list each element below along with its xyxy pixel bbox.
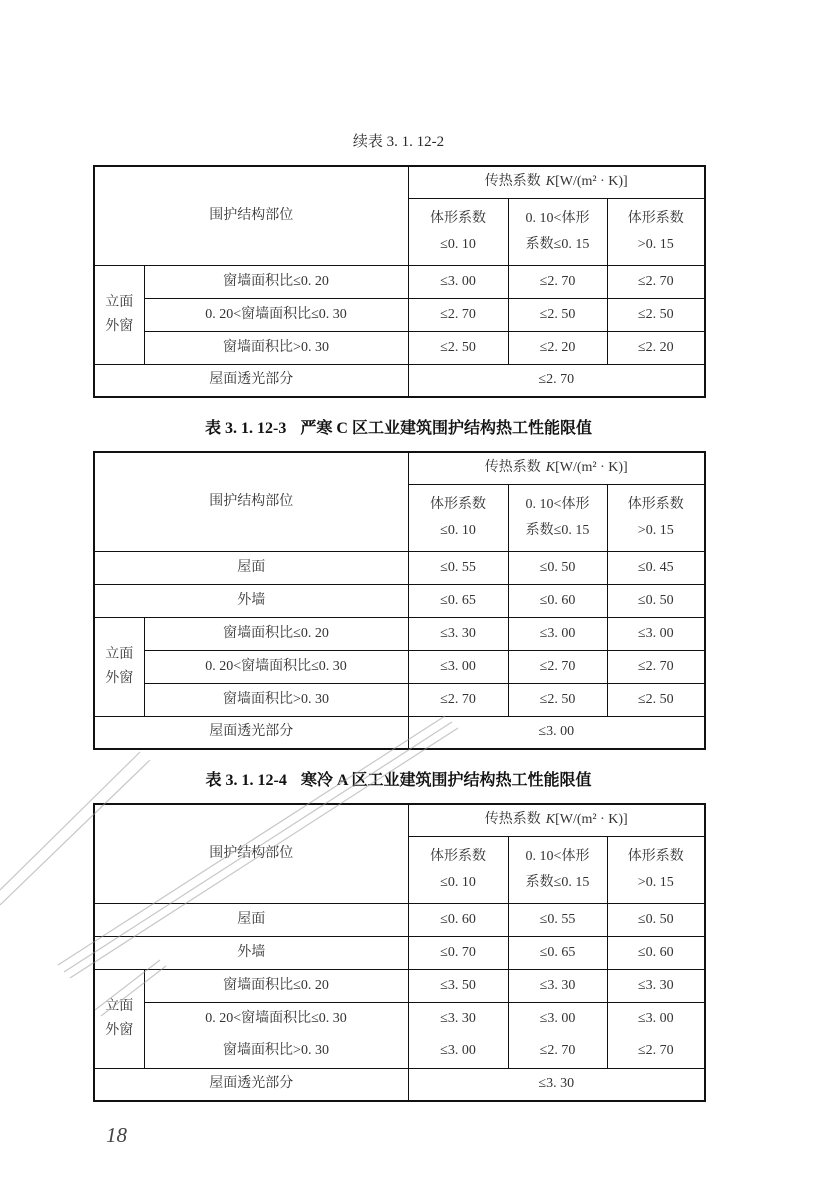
header-shape-coefficient-cell bbox=[408, 198, 508, 265]
window-group-line: 外窗 bbox=[105, 670, 134, 686]
table-row bbox=[94, 617, 705, 650]
value-cell: ≤2. 70 bbox=[607, 650, 705, 683]
header-shape-coefficient-cell bbox=[607, 198, 705, 265]
window-ratio-label: 窗墙面积比>0. 30 bbox=[144, 1035, 408, 1068]
value-cell: ≤2. 70 bbox=[607, 265, 705, 298]
value-cell: ≤2. 70 bbox=[607, 1035, 705, 1068]
table-row bbox=[94, 683, 705, 716]
page-number: 18 bbox=[106, 1123, 127, 1147]
header-line: 0. 10<体形 bbox=[525, 848, 590, 864]
value-cell: ≤0. 50 bbox=[607, 903, 705, 936]
value-cell: ≤3. 30 bbox=[408, 1002, 508, 1035]
window-ratio-label: 窗墙面积比≤0. 20 bbox=[144, 265, 408, 298]
window-group-label bbox=[94, 969, 144, 1068]
header-row-1 bbox=[94, 166, 705, 198]
value-cell: ≤0. 50 bbox=[508, 551, 607, 584]
header-row-1 bbox=[94, 452, 705, 484]
thermal-performance-table-severe-cold-c bbox=[93, 451, 706, 750]
k-symbol: K bbox=[545, 812, 556, 828]
header-line: ≤0. 10 bbox=[440, 874, 476, 890]
value-cell: ≤3. 00 bbox=[408, 265, 508, 298]
value-cell: ≤0. 65 bbox=[508, 936, 607, 969]
header-line: 系数≤0. 15 bbox=[525, 236, 590, 252]
value-cell: ≤3. 00 bbox=[607, 617, 705, 650]
table-row bbox=[94, 716, 705, 749]
header-line: 系数≤0. 15 bbox=[525, 874, 590, 890]
table-row bbox=[94, 551, 705, 584]
header-row-1 bbox=[94, 804, 705, 836]
row-label: 屋面 bbox=[94, 903, 408, 936]
header-shape-coefficient-cell bbox=[408, 836, 508, 903]
header-part-cell: 围护结构部位 bbox=[94, 804, 408, 903]
table-number: 表 3. 1. 12-3 bbox=[205, 420, 287, 437]
value-cell: ≤3. 30 bbox=[607, 969, 705, 1002]
header-line: >0. 15 bbox=[637, 874, 674, 890]
k-label: 传热系数 bbox=[484, 174, 541, 190]
table-row bbox=[94, 331, 705, 364]
value-cell: ≤2. 70 bbox=[508, 1035, 607, 1068]
value-cell: ≤2. 50 bbox=[607, 683, 705, 716]
table-caption bbox=[93, 771, 704, 791]
skylight-value: ≤3. 30 bbox=[408, 1068, 705, 1101]
table-row bbox=[94, 364, 705, 397]
window-group-line: 立面 bbox=[105, 998, 134, 1014]
table-title: 寒冷 A 区工业建筑围护结构热工性能限值 bbox=[300, 772, 592, 789]
window-ratio-label: 窗墙面积比≤0. 20 bbox=[144, 969, 408, 1002]
table-row bbox=[94, 265, 705, 298]
row-label: 屋面 bbox=[94, 551, 408, 584]
header-shape-coefficient-cell bbox=[508, 198, 607, 265]
k-unit: [W/(m² · K)] bbox=[555, 812, 628, 828]
header-line: >0. 15 bbox=[637, 522, 674, 538]
value-cell: ≤0. 65 bbox=[408, 584, 508, 617]
header-line: 体形系数 bbox=[627, 496, 684, 512]
value-cell: ≤2. 70 bbox=[508, 265, 607, 298]
value-cell: ≤0. 55 bbox=[408, 551, 508, 584]
k-symbol: K bbox=[545, 460, 556, 476]
skylight-label: 屋面透光部分 bbox=[94, 1068, 408, 1101]
value-cell: ≤3. 00 bbox=[607, 1002, 705, 1035]
table-number: 表 3. 1. 12-4 bbox=[205, 772, 287, 789]
header-part-cell: 围护结构部位 bbox=[94, 166, 408, 265]
k-unit: [W/(m² · K)] bbox=[555, 460, 628, 476]
header-shape-coefficient-cell bbox=[607, 836, 705, 903]
skylight-value: ≤3. 00 bbox=[408, 716, 705, 749]
header-k-cell bbox=[408, 804, 705, 836]
k-label: 传热系数 bbox=[484, 460, 541, 476]
table-row bbox=[94, 936, 705, 969]
header-line: ≤0. 10 bbox=[440, 236, 476, 252]
skylight-label: 屋面透光部分 bbox=[94, 364, 408, 397]
value-cell: ≤0. 60 bbox=[607, 936, 705, 969]
table-row bbox=[94, 969, 705, 1002]
window-group-label bbox=[94, 265, 144, 364]
value-cell: ≤0. 55 bbox=[508, 903, 607, 936]
window-ratio-label: 窗墙面积比>0. 30 bbox=[144, 331, 408, 364]
row-label: 外墙 bbox=[94, 936, 408, 969]
window-ratio-label: 0. 20<窗墙面积比≤0. 30 bbox=[144, 298, 408, 331]
window-group-line: 立面 bbox=[105, 294, 134, 310]
value-cell: ≤0. 70 bbox=[408, 936, 508, 969]
table-caption bbox=[93, 132, 704, 152]
value-cell: ≤3. 00 bbox=[508, 617, 607, 650]
header-line: 系数≤0. 15 bbox=[525, 522, 590, 538]
value-cell: ≤3. 00 bbox=[508, 1002, 607, 1035]
table-caption-text: 续表 3. 1. 12-2 bbox=[352, 134, 445, 150]
window-ratio-label: 0. 20<窗墙面积比≤0. 30 bbox=[144, 650, 408, 683]
header-line: 体形系数 bbox=[430, 496, 486, 512]
value-cell: ≤2. 70 bbox=[408, 683, 508, 716]
value-cell: ≤2. 70 bbox=[508, 650, 607, 683]
window-ratio-label: 窗墙面积比>0. 30 bbox=[144, 683, 408, 716]
k-symbol: K bbox=[545, 174, 556, 190]
k-label: 传热系数 bbox=[484, 812, 541, 828]
skylight-value: ≤2. 70 bbox=[408, 364, 705, 397]
header-line: 0. 10<体形 bbox=[525, 210, 590, 226]
header-shape-coefficient-cell bbox=[508, 484, 607, 551]
header-shape-coefficient-cell bbox=[408, 484, 508, 551]
header-line: ≤0. 10 bbox=[440, 522, 476, 538]
table-row bbox=[94, 650, 705, 683]
value-cell: ≤2. 50 bbox=[508, 298, 607, 331]
k-unit: [W/(m² · K)] bbox=[555, 174, 628, 190]
window-group-line: 外窗 bbox=[105, 1022, 134, 1038]
table-caption bbox=[93, 419, 704, 439]
value-cell: ≤3. 00 bbox=[408, 650, 508, 683]
header-line: 体形系数 bbox=[627, 210, 684, 226]
window-group-line: 立面 bbox=[105, 646, 134, 662]
value-cell: ≤3. 30 bbox=[408, 617, 508, 650]
header-k-cell bbox=[408, 166, 705, 198]
header-line: 体形系数 bbox=[627, 848, 684, 864]
header-part-cell: 围护结构部位 bbox=[94, 452, 408, 551]
value-cell: ≤2. 50 bbox=[408, 331, 508, 364]
window-ratio-label: 窗墙面积比≤0. 20 bbox=[144, 617, 408, 650]
value-cell: ≤2. 50 bbox=[607, 298, 705, 331]
window-group-line: 外窗 bbox=[105, 318, 134, 334]
value-cell: ≤3. 30 bbox=[508, 969, 607, 1002]
value-cell: ≤2. 20 bbox=[508, 331, 607, 364]
header-k-cell bbox=[408, 452, 705, 484]
window-group-label bbox=[94, 617, 144, 716]
header-line: 体形系数 bbox=[430, 848, 486, 864]
table-row bbox=[94, 903, 705, 936]
row-label: 外墙 bbox=[94, 584, 408, 617]
table-row bbox=[94, 1002, 705, 1035]
table-row bbox=[94, 1035, 705, 1068]
value-cell: ≤2. 70 bbox=[408, 298, 508, 331]
thermal-performance-table-cold-a bbox=[93, 803, 706, 1102]
header-line: 0. 10<体形 bbox=[525, 496, 590, 512]
value-cell: ≤3. 00 bbox=[408, 1035, 508, 1068]
value-cell: ≤2. 20 bbox=[607, 331, 705, 364]
value-cell: ≤0. 50 bbox=[607, 584, 705, 617]
value-cell: ≤0. 45 bbox=[607, 551, 705, 584]
window-ratio-label: 0. 20<窗墙面积比≤0. 30 bbox=[144, 1002, 408, 1035]
header-line: 体形系数 bbox=[430, 210, 486, 226]
skylight-label: 屋面透光部分 bbox=[94, 716, 408, 749]
value-cell: ≤0. 60 bbox=[408, 903, 508, 936]
value-cell: ≤3. 50 bbox=[408, 969, 508, 1002]
value-cell: ≤0. 60 bbox=[508, 584, 607, 617]
table-row bbox=[94, 1068, 705, 1101]
table-row bbox=[94, 298, 705, 331]
value-cell: ≤2. 50 bbox=[508, 683, 607, 716]
table-title: 严寒 C 区工业建筑围护结构热工性能限值 bbox=[300, 420, 592, 437]
header-shape-coefficient-cell bbox=[508, 836, 607, 903]
table-row bbox=[94, 584, 705, 617]
thermal-performance-table-continued bbox=[93, 165, 706, 398]
header-line: >0. 15 bbox=[637, 236, 674, 252]
header-shape-coefficient-cell bbox=[607, 484, 705, 551]
